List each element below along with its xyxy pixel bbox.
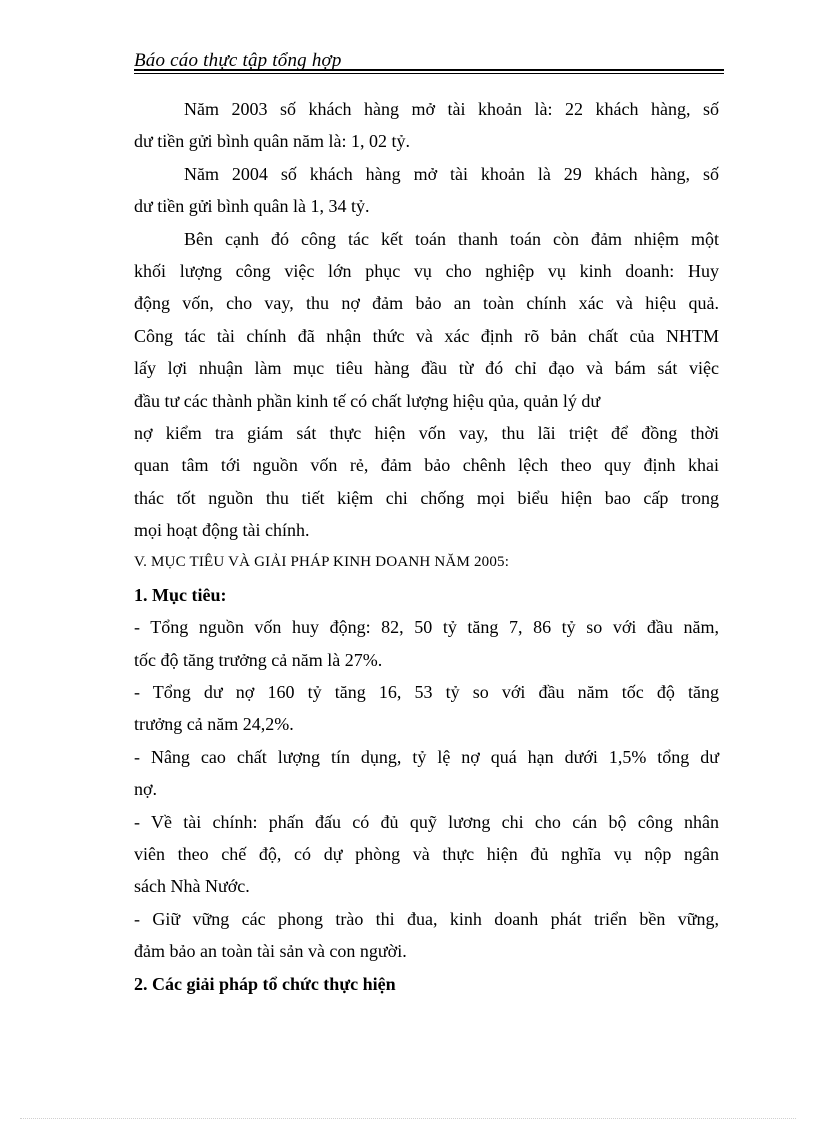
header-rule-thin [134, 73, 724, 74]
text-line: Năm 2003 số khách hàng mở tài khoản là: 22 khách hàng, số [184, 99, 719, 119]
text-line: nợ kiểm tra giám sát thực hiện vốn vay, thu lãi triệt để đồng thời [134, 422, 719, 443]
text-line: đảm bảo an toàn tài sản và con người. [134, 941, 407, 962]
text-line: - Nâng cao chất lượng tín dụng, tỷ lệ nợ quá hạn dưới 1,5% tổng dư [134, 746, 719, 767]
text-line: sách Nhà Nước. [134, 876, 250, 897]
text-line: trưởng cả năm 24,2%. [134, 714, 294, 735]
text-line: quan tâm tới nguồn vốn rẻ, đảm bảo chênh lệch theo quy định khai [134, 455, 719, 476]
text-line: - Tổng dư nợ 160 tỷ tăng 16, 53 tỷ so với đầu năm tốc độ tăng [134, 682, 719, 703]
page-header [134, 50, 724, 72]
subsection-heading: 2. Các giải pháp tổ chức thực hiện [134, 973, 396, 994]
header-rule-thick [134, 69, 724, 71]
text-line: động vốn, cho vay, thu nợ đảm bảo an toàn chính xác và hiệu quả. [134, 293, 719, 314]
text-line: viên theo chế độ, có dự phòng và thực hiện đủ nghĩa vụ nộp ngân [134, 843, 719, 864]
text-line: - Về tài chính: phấn đấu có đủ quỹ lương chi cho cán bộ công nhân [134, 811, 719, 832]
text-line: khối lượng công việc lớn phục vụ cho nghiệp vụ kinh doanh: Huy [134, 260, 719, 281]
text-line: dư tiền gửi bình quân là 1, 34 tỷ. [134, 196, 370, 217]
text-line: - Giữ vững các phong trào thi đua, kinh doanh phát triển bền vững, [134, 908, 719, 929]
text-line: thác tốt nguồn thu tiết kiệm chi chống mọi biểu hiện bao cấp trong [134, 487, 719, 508]
text-line: mọi hoạt động tài chính. [134, 520, 310, 541]
text-line: tốc độ tăng trưởng cả năm là 27%. [134, 649, 383, 670]
text-line: lấy lợi nhuận làm mục tiêu hàng đầu từ đó chỉ đạo và bám sát việc [134, 358, 719, 379]
text-line: dư tiền gửi bình quân năm là: 1, 02 tỷ. [134, 131, 410, 152]
section-heading: V. MỤC TIÊU VÀ GIẢI PHÁP KINH DOANH NĂM 2005: [134, 554, 510, 571]
text-line: nợ. [134, 779, 158, 800]
subsection-heading: 1. Mục tiêu: [134, 584, 227, 605]
document-body [134, 93, 719, 1000]
header-title: Báo cáo thực tập tổng hợp [134, 50, 342, 71]
text-line: Bên cạnh đó công tác kết toán thanh toán còn đảm nhiệm một [184, 228, 719, 249]
text-line: đầu tư các thành phần kinh tế có chất lượng hiệu qủa, quản lý dư [134, 390, 601, 411]
text-line: Công tác tài chính đã nhận thức và xác định rõ bản chất của NHTM [134, 325, 719, 346]
text-line: Năm 2004 số khách hàng mở tài khoản là 29 khách hàng, số [184, 163, 719, 184]
text-line: - Tổng nguồn vốn huy động: 82, 50 tỷ tăng 7, 86 tỷ so với đầu năm, [134, 617, 719, 638]
page-bottom-border [20, 1118, 796, 1119]
